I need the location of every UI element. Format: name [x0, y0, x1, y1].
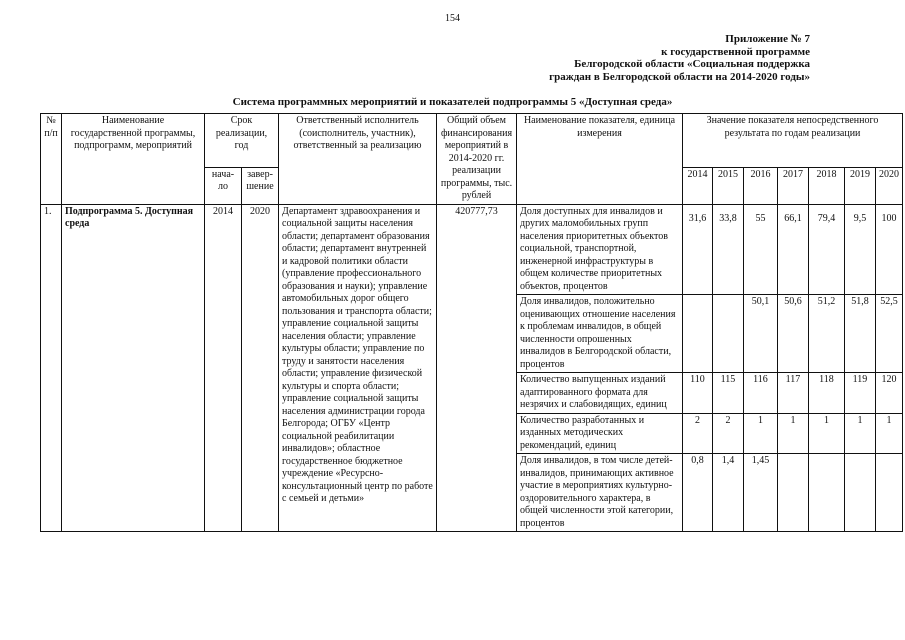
- header-volume: Общий объем финансирования мероприятий в 2014-2020 гг. реализации программы, тыс. рублей: [437, 114, 517, 205]
- indicator-value: 52,5: [876, 295, 903, 373]
- indicator-value: [845, 454, 876, 532]
- appendix-line: Белгородской области «Социальная поддержка: [574, 58, 810, 70]
- indicator-value: [713, 295, 744, 373]
- appendix-header: [450, 33, 810, 83]
- indicator-value: 51,8: [845, 295, 876, 373]
- header-start: нача-ло: [205, 167, 242, 204]
- indicator-name: Доля инвалидов, в том числе детей-инвалидов, принимающих активное участие в мероприятиях культурно-оздоровительного характера, в общей численности этой категории, процентов: [517, 454, 683, 532]
- header-year: 2016: [744, 167, 778, 204]
- header-num: № п/п: [41, 114, 62, 205]
- header-values: Значение показателя непосредственного результата по годам реализации: [683, 114, 903, 168]
- row-executor: Департамент здравоохранения и социальной защиты населения области; департамент образования области; департамент внутренней и кадровой политики области (управление профессионального образования и науки); управление автомобильных дорог общего пользования и транспорта области; управление социальной защиты населения области; управление культуры области; управление по труду и занятости населения области; управление физической культуры и спорта области; управление социальной защиты населения администрации города Белгорода; ОГБУ «Центр социальной реабилитации инвалидов»; областное государственное бюджетное учреждение «Ресурсно-консультационный центр по работе с семьей и детьми»: [279, 204, 437, 532]
- header-year: 2017: [778, 167, 809, 204]
- indicator-value: 1,4: [713, 454, 744, 532]
- indicator-value: 119: [845, 373, 876, 414]
- row-name: Подпрограмма 5. Доступная среда: [62, 204, 205, 532]
- table-header-row: [41, 114, 903, 168]
- indicator-value: 1: [744, 413, 778, 454]
- header-name: Наименование государственной программы, подпрограмм, мероприятий: [62, 114, 205, 205]
- indicator-value: [876, 454, 903, 532]
- indicator-value: 120: [876, 373, 903, 414]
- indicator-value: 2: [683, 413, 713, 454]
- header-end: завер-шение: [242, 167, 279, 204]
- indicator-value: 1: [778, 413, 809, 454]
- indicator-value: [778, 454, 809, 532]
- indicator-name: Доля инвалидов, положительно оценивающих отношение населения к проблемам инвалидов, в общей численности опрошенных инвалидов в Белгородской области, процентов: [517, 295, 683, 373]
- row-start: 2014: [205, 204, 242, 532]
- indicator-value: 2: [713, 413, 744, 454]
- appendix-line: Приложение № 7: [725, 33, 810, 45]
- indicator-value: 1: [876, 413, 903, 454]
- header-year: 2019: [845, 167, 876, 204]
- indicator-name: Количество разработанных и изданных методических рекомендаций, единиц: [517, 413, 683, 454]
- indicator-value: 118: [809, 373, 845, 414]
- indicator-value: 51,2: [809, 295, 845, 373]
- header-year: 2014: [683, 167, 713, 204]
- indicator-value: 66,1: [778, 204, 809, 295]
- page-number: 154: [445, 13, 460, 24]
- indicator-value: 116: [744, 373, 778, 414]
- indicator-name: Доля доступных для инвалидов и других маломобильных групп населения приоритетных объектов социальной, транспортной, инженерной инфраструктуры в общем количестве приоритетных объектов, процентов: [517, 204, 683, 295]
- indicator-value: 110: [683, 373, 713, 414]
- indicator-value: 31,6: [683, 204, 713, 295]
- indicator-value: 1,45: [744, 454, 778, 532]
- appendix-line: к государственной программе: [661, 45, 810, 58]
- indicator-value: 55: [744, 204, 778, 295]
- header-executor: Ответственный исполнитель (соисполнитель, участник), ответственный за реализацию: [279, 114, 437, 205]
- header-indicator: Наименование показателя, единица измерения: [517, 114, 683, 205]
- indicator-value: 1: [845, 413, 876, 454]
- row-num: 1.: [41, 204, 62, 532]
- document-title: Система программных мероприятий и показателей подпрограммы 5 «Доступная среда»: [232, 96, 673, 108]
- row-volume: 420777,73: [437, 204, 517, 532]
- indicator-value: [683, 295, 713, 373]
- indicator-value: 1: [809, 413, 845, 454]
- appendix-line: граждан в Белгородской области на 2014-2020 годы»: [549, 70, 810, 83]
- indicator-value: 50,1: [744, 295, 778, 373]
- header-year: 2018: [809, 167, 845, 204]
- indicator-value: [809, 454, 845, 532]
- indicator-value: 33,8: [713, 204, 744, 295]
- header-year: 2015: [713, 167, 744, 204]
- indicator-value: 50,6: [778, 295, 809, 373]
- indicator-value: 117: [778, 373, 809, 414]
- indicator-value: 0,8: [683, 454, 713, 532]
- header-year: 2020: [876, 167, 903, 204]
- table-row: [41, 204, 903, 295]
- indicator-value: 115: [713, 373, 744, 414]
- indicator-value: 79,4: [809, 204, 845, 295]
- indicator-value: 100: [876, 204, 903, 295]
- indicator-name: Количество выпущенных изданий адаптированного формата для незрячих и слабовидящих, единиц: [517, 373, 683, 414]
- row-end: 2020: [242, 204, 279, 532]
- program-table: [40, 113, 903, 532]
- header-term: Срок реализации, год: [205, 114, 279, 168]
- indicator-value: 9,5: [845, 204, 876, 295]
